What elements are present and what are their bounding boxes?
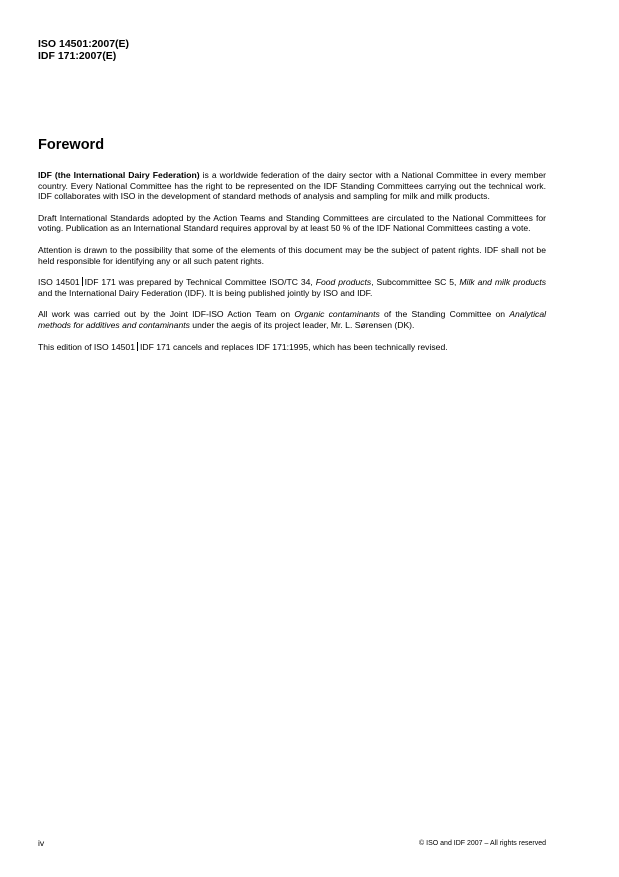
paragraph-text: is a worldwide federation of the dairy sector with a National Committee in every member country. Every National Committee has the right to be represented on the IDF Standing Committees carrying out the technical work. IDF collaborates with ISO in the development of standard methods of analysis and sampling for milk and milk products. [38,170,546,202]
italic-action-team-name: Organic contaminants [294,309,380,320]
italic-subcommittee-name: Milk and milk products [459,277,547,288]
foreword-body [38,170,546,352]
text-segment: and the International Dairy Federation (IDF). It is being published jointly by ISO and IDF. [38,287,373,298]
paragraph-idf-description [38,170,546,202]
idf-bold-lead: IDF (the International Dairy Federation) [38,170,200,180]
italic-standing-committee-name: Analytical methods for additives and contaminants [38,309,547,330]
paragraph-patent-rights: Attention is drawn to the possibility that some of the elements of this document may be the subject of patent rights. IDF shall not be held responsible for identifying any or all such patent rights. [38,244,546,266]
text-segment: IDF 171 cancels and replaces IDF 171:1995, which has been technically revised. [139,341,448,352]
page-number: iv [38,838,45,848]
vertical-separator [82,277,83,286]
text-segment: of the Standing Committee on [379,309,510,320]
text-segment: ISO 14501 [38,277,80,288]
paragraph-preparation [38,277,546,298]
text-segment: This edition of ISO 14501 [38,341,135,352]
document-header [38,38,129,62]
vertical-separator [137,342,138,351]
header-idf-number: IDF 171:2007(E) [38,50,117,62]
text-segment: under the aegis of its project leader, Mr. L. Sørensen (DK). [189,319,415,330]
copyright-notice: © ISO and IDF 2007 – All rights reserved [419,840,546,847]
paragraph-edition [38,342,546,353]
paragraph-draft-standards: Draft International Standards adopted by the Action Teams and Standing Committees are circulated to the National Committees for voting. Publication as an International Standard requires approval by at least 50 % of the IDF National Committees casting a vote. [38,212,546,234]
text-segment: IDF 171 was prepared by Technical Committee ISO/TC 34, [84,277,316,288]
italic-committee-name: Food products [315,277,372,288]
page-title: Foreword [38,137,105,153]
paragraph-work-carried-out [38,309,546,330]
header-iso-number: ISO 14501:2007(E) [38,38,130,50]
text-segment: , Subcommittee SC 5, [371,277,460,288]
text-segment: All work was carried out by the Joint IDF-ISO Action Team on [38,309,295,320]
